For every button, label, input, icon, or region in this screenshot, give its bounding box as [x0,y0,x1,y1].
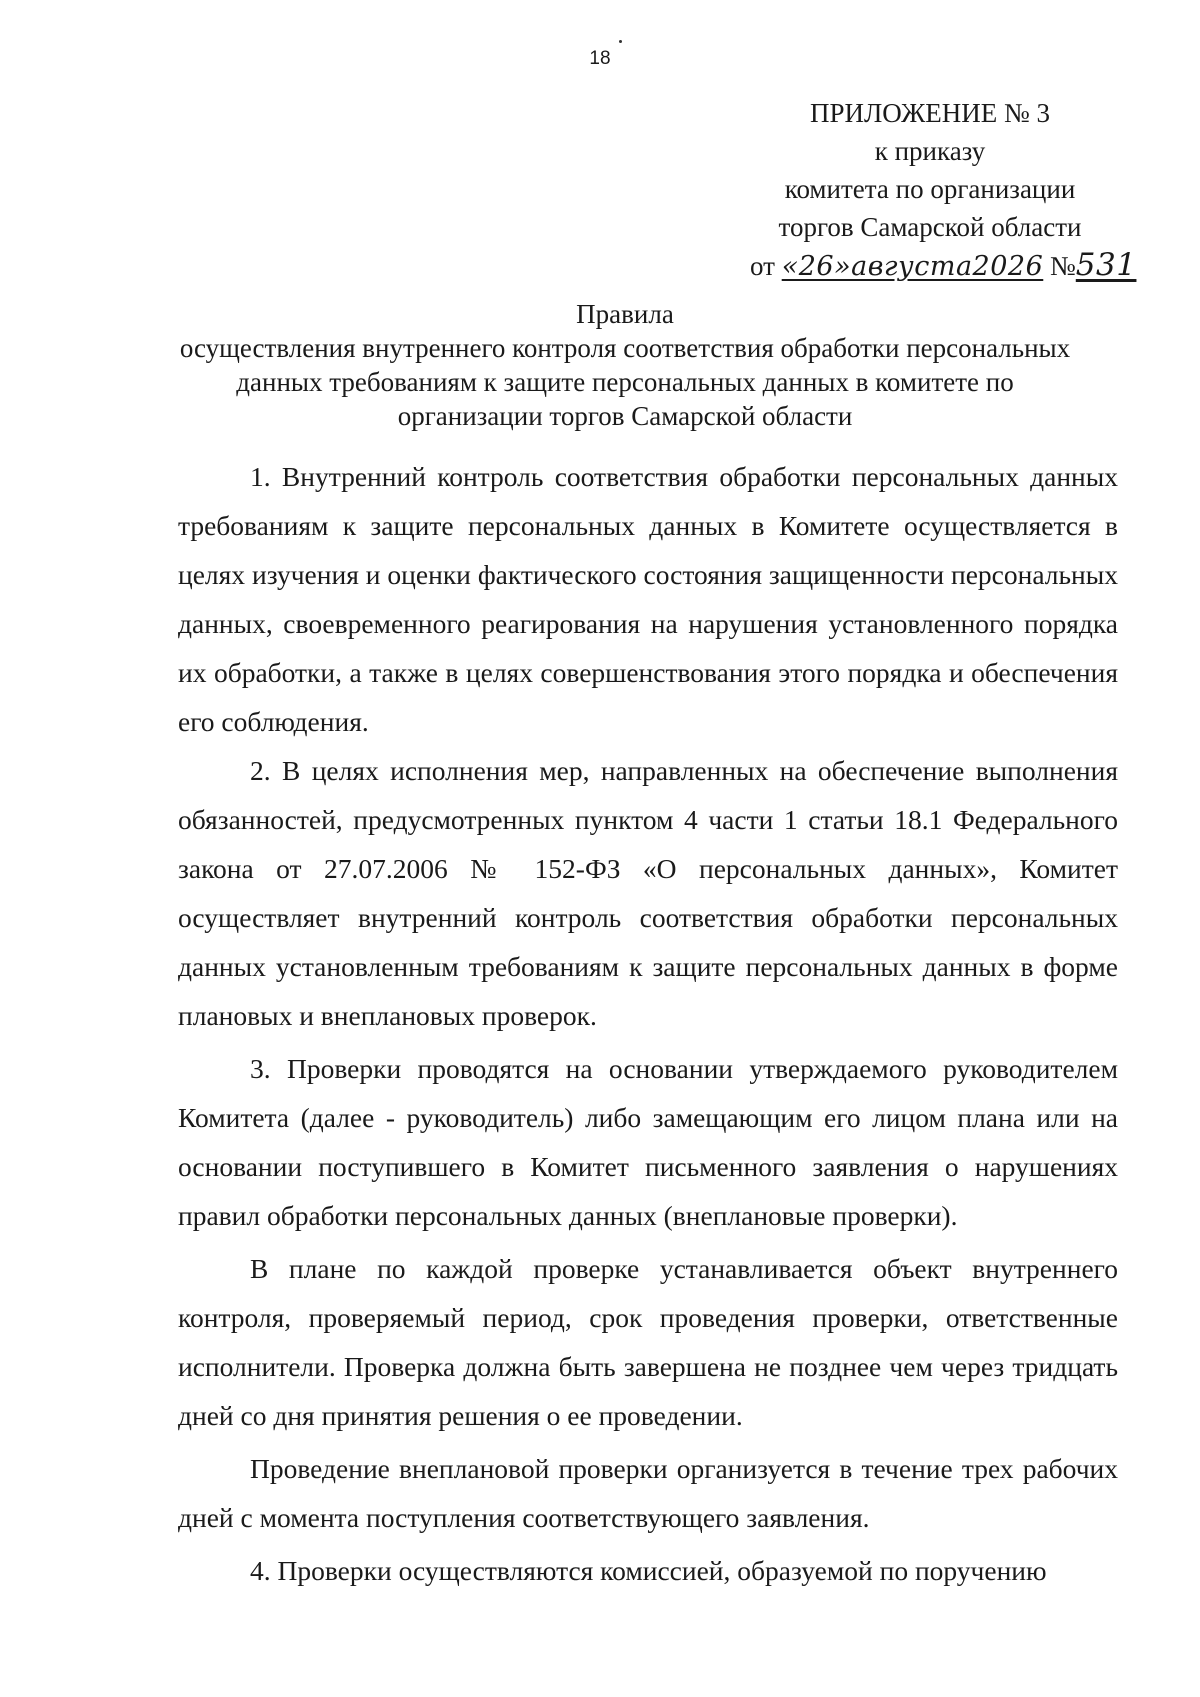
appendix-line-2: комитета по организации [784,174,1076,204]
order-number-handwritten: 531 [1075,247,1137,283]
page-number: 18 [589,48,611,69]
order-date-handwritten: «26»августа2026 [781,251,1044,282]
paragraph-5: Проведение внеплановой проверки организуется в течение трех рабочих дней с момента поступления соответствующего заявления. [178,1453,1118,1533]
scan-speck [619,40,622,43]
title-heading: Правила [576,299,674,329]
paragraph-3: 3. Проверки проводятся на основании утверждаемого руководителем Комитета (далее - руководитель) либо замещающим его лицом плана или на основании поступившего в Комитет письменного заявления о нарушениях правил обработки персональных данных (внеплановые проверки). [178,1053,1118,1231]
appendix-line-1: к приказу [874,136,986,166]
document-title [150,297,1100,433]
title-line-2: данных требованиям к защите персональных данных в комитете по [236,367,1014,397]
order-prefix: от [750,251,775,281]
appendix-line-3: торгов Самарской области [778,212,1082,242]
paragraph-1: 1. Внутренний контроль соответствия обработки персональных данных требованиям к защите персональных данных в Комитете осуществляется в целях изучения и оценки фактического состояния защищенности персональных данных, своевременного реагирования на нарушения установленного порядка их обработки, а также в целях совершенствования этого порядка и обеспечения его соблюдения. [178,461,1118,737]
appendix-title: ПРИЛОЖЕНИЕ № 3 [809,98,1051,128]
paragraph-2: 2. В целях исполнения мер, направленных на обеспечение выполнения обязанностей, предусмотренных пунктом 4 части 1 статьи 18.1 Федерального закона от 27.07.2006 № 152-ФЗ «О персональных данных», Комитет осуществляет внутренний контроль соответствия обработки персональных данных установленным требованиям к защите персональных данных в форме плановых и внеплановых проверок. [178,755,1118,1031]
paragraph-4: В плане по каждой проверке устанавливается объект внутреннего контроля, проверяемый период, срок проведения проверки, ответственные исполнители. Проверка должна быть завершена не позднее чем через тридцать дней со дня принятия решения о ее проведении. [178,1253,1118,1431]
order-number-prefix: № [1050,251,1076,281]
paragraph-6: 4. Проверки осуществляются комиссией, образуемой по поручению [250,1555,1047,1586]
appendix-header [750,94,1137,286]
document-body [178,452,1118,1595]
title-line-1: осуществления внутреннего контроля соответствия обработки персональных [179,333,1071,363]
order-reference [750,246,1137,286]
title-line-3: организации торгов Самарской области [397,401,853,431]
